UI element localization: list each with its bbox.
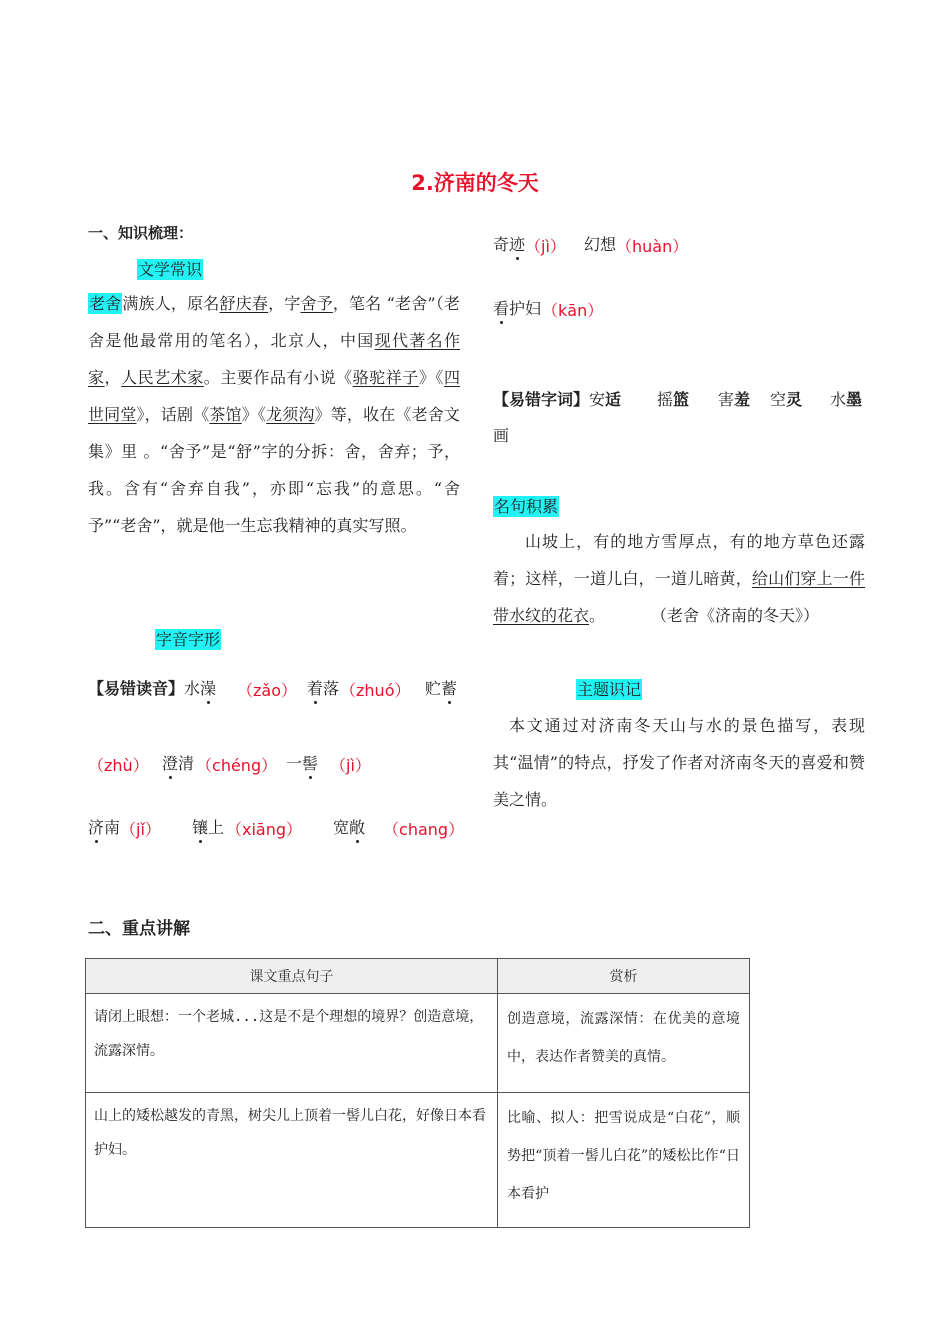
table-header-sentence: 课文重点句子	[86, 959, 498, 994]
work-luotuo: 骆驼祥子	[352, 368, 419, 387]
wrong-words-tag-text: 【易错字词】	[493, 390, 590, 409]
literature-paragraph	[88, 285, 460, 544]
pron-dotted-char: 看	[493, 296, 509, 319]
section1-heading: 一、知识梳理：	[88, 224, 194, 242]
lit-text-2: ，字	[268, 294, 301, 313]
pron-word	[493, 296, 541, 319]
pinyin-text: chang	[399, 820, 449, 839]
courtesy-name: 舍予	[300, 294, 333, 313]
pronunciation-label-text: 字音字形	[156, 630, 221, 649]
quote-text: 山坡上，有的地方雪厚点，有的地方草色还露着；这样，一道儿白，一道儿暗黄，	[493, 532, 865, 588]
pron-word	[307, 676, 339, 699]
pinyin-text: kān	[558, 301, 588, 320]
pinyin-text: chéng	[212, 756, 262, 775]
wrong-word-char: 灵	[786, 390, 803, 409]
quote-source: （老舍《济南的冬天》）	[651, 606, 820, 625]
pron-char: 想	[600, 235, 617, 254]
pron-dotted-char: 敞	[349, 815, 365, 838]
pron-pinyin: （kān）	[542, 301, 604, 320]
pron-dotted-char: 镶	[192, 815, 208, 838]
lit-text-6: 》《	[418, 368, 444, 387]
pron-word	[493, 232, 525, 255]
wrong-word	[718, 387, 750, 410]
key-sentence-table	[85, 958, 750, 1228]
pinyin-text: zǎo	[253, 681, 282, 700]
lit-text-3: ，笔名 “老舍”（老舍是他最常用的笔名），北京人，中国	[88, 294, 460, 350]
wrong-word	[830, 387, 862, 410]
wrong-word-char: 篮	[673, 390, 690, 409]
pron-tag	[88, 676, 216, 699]
pinyin-text: jì	[541, 237, 550, 256]
wrong-word-pre: 水	[830, 390, 847, 409]
wrong-word-char: 适	[605, 390, 622, 409]
lit-text-1: 满族人，原名	[122, 294, 220, 313]
pron-word-post: 护妇	[509, 299, 542, 318]
wrong-word-pre: 空	[770, 390, 787, 409]
author-name: 老舍	[89, 294, 122, 313]
pron-word-pre: 贮	[425, 679, 442, 698]
pinyin-text: zhuó	[356, 681, 395, 700]
pron-pinyin: （zhuó）	[340, 681, 411, 700]
pron-pinyin: （zǎo）	[237, 681, 298, 700]
lit-text-4: ，	[104, 368, 122, 387]
theme-paragraph: 本文通过对济南冬天山与水的景色描写，表现其“温情”的特点，抒发了作者对济南冬天的喜爱和赞美之情。	[493, 716, 865, 809]
quote-paragraph	[493, 523, 865, 634]
pron-word	[333, 815, 365, 838]
pron-word	[584, 232, 616, 255]
work-chaguan: 茶馆	[209, 405, 242, 424]
pron-pinyin: （chang）	[383, 820, 465, 839]
page-title: 2.济南的冬天	[411, 171, 539, 195]
pron-dotted-char: 济	[88, 815, 104, 838]
wrong-word-pre: 害	[718, 390, 735, 409]
table-cell-sentence: 山上的矮松越发的青黑，树尖儿上顶着一髻儿白花，好像日本看护妇。	[86, 1093, 498, 1228]
lit-text-5: 。主要作品有小说《	[203, 368, 353, 387]
quote-underlined: 给山们穿上一件带水纹的花衣	[493, 569, 865, 625]
pinyin-text: zhù	[104, 756, 133, 775]
wrong-word	[657, 387, 689, 410]
section2-heading: 二、重点讲解	[88, 919, 190, 939]
pron-dotted-char: 迹	[509, 232, 525, 255]
pron-word	[88, 815, 120, 838]
wrong-word	[770, 387, 802, 410]
pron-dotted-char: 髻	[302, 751, 318, 774]
pron-word-post: 落	[323, 679, 340, 698]
pron-pinyin: （chéng）	[196, 756, 278, 775]
table-row	[86, 994, 750, 1093]
wrong-word-pre: 摇	[657, 390, 674, 409]
pron-pinyin: （jì）	[525, 237, 566, 256]
lit-text-7: 》，话剧《	[136, 405, 210, 424]
lit-text-8: 》《	[241, 405, 267, 424]
wrong-words-tag	[493, 387, 621, 410]
pron-pinyin: （huàn）	[616, 237, 689, 256]
pron-pinyin: （jì）	[330, 756, 371, 775]
pron-dotted-char: 澄	[162, 751, 178, 774]
title-people-artist: 人民艺术家	[121, 368, 204, 387]
quote-label	[493, 494, 559, 517]
pinyin-text: jǐ	[136, 820, 145, 839]
literature-label-text: 文学常识	[138, 260, 203, 279]
wrong-word-tail: 画	[493, 426, 510, 445]
pron-word-pre: 幻	[584, 235, 601, 254]
quote-end: 。	[589, 606, 606, 625]
work-sishi: 四世同堂	[88, 368, 460, 424]
pronunciation-label	[155, 627, 221, 650]
pron-pinyin: （zhù）	[88, 756, 149, 775]
pron-word	[162, 751, 194, 774]
table-cell-analysis: 比喻、拟人：把雪说成是“白花”，顺势把“顶着一髻儿白花”的矮松比作“日本看护	[498, 1093, 750, 1228]
work-longxugou: 龙须沟	[266, 405, 315, 424]
title-modern-writer: 现代著名作家	[88, 331, 460, 387]
wrong-word-char: 墨	[846, 390, 863, 409]
pron-word-pre: 水	[184, 679, 201, 698]
pinyin-text: huàn	[632, 237, 673, 256]
original-name: 舒庆春	[219, 294, 269, 313]
pron-pinyin: （jǐ）	[120, 820, 161, 839]
table-header-analysis: 赏析	[498, 959, 750, 994]
pron-word-post: 清	[178, 754, 195, 773]
table-cell-analysis: 创造意境，流露深情：在优美的意境中，表达作者赞美的真情。	[498, 994, 750, 1093]
pron-word	[286, 751, 318, 774]
table-header-row	[86, 959, 750, 994]
pron-word	[425, 676, 457, 699]
theme-label	[576, 677, 642, 700]
pron-word-pre: 宽	[333, 818, 350, 837]
pron-word-post: 南	[104, 818, 121, 837]
wrong-word-char: 羞	[734, 390, 751, 409]
pinyin-text: xiāng	[242, 820, 287, 839]
pron-word	[192, 815, 224, 838]
pron-word-pre: 一	[286, 754, 303, 773]
pron-dotted-char: 着	[307, 676, 323, 699]
theme-label-text: 主题识记	[577, 680, 642, 699]
pron-dotted-char: 蓄	[441, 676, 457, 699]
pron-tag-text: 【易错读音】	[88, 679, 185, 698]
lit-text-9: 》等，收在《老舍文集》里 。“舍予”是“舒”字的分拆：舍，舍弃；予，我。含有“舍弃自我”，亦即“忘我”的意思。“舍予”“老舍”，就是他一生忘我精神的真实写照。	[88, 405, 460, 535]
literature-label	[137, 257, 203, 280]
pinyin-text: jì	[346, 756, 355, 775]
wrong-word-pre: 安	[589, 390, 606, 409]
table-cell-sentence: 请闭上眼想：一个老城...这是不是个理想的境界？创造意境，流露深情。	[86, 994, 498, 1093]
table-row	[86, 1093, 750, 1228]
pron-dotted-char: 澡	[200, 676, 216, 699]
pron-word-pre: 奇	[493, 235, 510, 254]
pron-pinyin: （xiāng）	[226, 820, 303, 839]
pron-word-post: 上	[208, 818, 225, 837]
quote-label-text: 名句积累	[494, 497, 559, 516]
